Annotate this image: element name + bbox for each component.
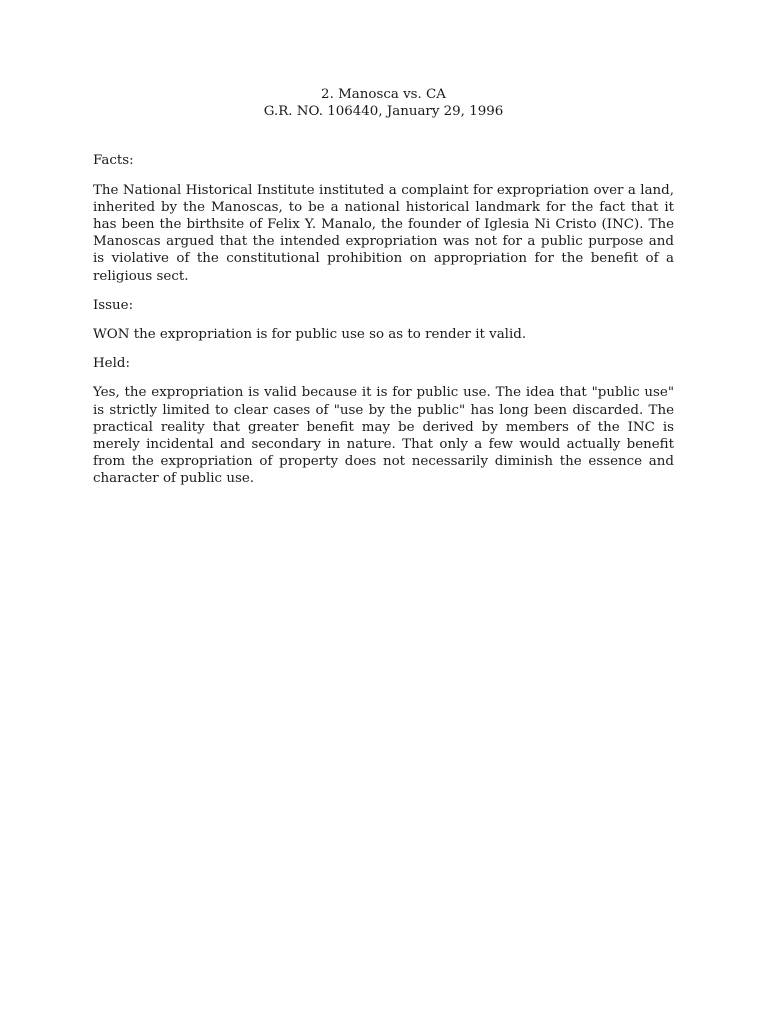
held-heading: Held: xyxy=(93,356,130,372)
facts-heading: Facts: xyxy=(93,153,134,169)
case-name: 2. Manosca vs. CA xyxy=(321,87,446,102)
case-citation: G.R. NO. 106440, January 29, 1996 xyxy=(263,104,504,120)
issue-heading: Issue: xyxy=(93,297,134,313)
case-title xyxy=(93,86,674,120)
held-paragraph: Yes, the expropriation is valid because it is for public use. The idea that "public use" is strictly limited to clear cases of "use by the public" has long been discarded. The practical reality that greater benefit may be derived by members of the INC is merely incidental and secondary in nature. That only a few would actually benefit from the expropriation of property does not necessarily diminish the essence and character of public use. xyxy=(93,385,674,487)
facts-paragraph: The National Historical Institute instituted a complaint for expropriation over a land, inherited by the Manoscas, to be a national historical landmark for the fact that it has been the birthsite of Felix Y. Manalo, the founder of Iglesia Ni Cristo (INC). The Manoscas argued that the intended expropriation was not for a public purpose and is violative of the constitutional prohibition on appropriation for the benefit of a religious sect. xyxy=(93,182,674,284)
issue-paragraph: WON the expropriation is for public use so as to render it valid. xyxy=(93,327,527,343)
case-digest xyxy=(93,86,674,488)
